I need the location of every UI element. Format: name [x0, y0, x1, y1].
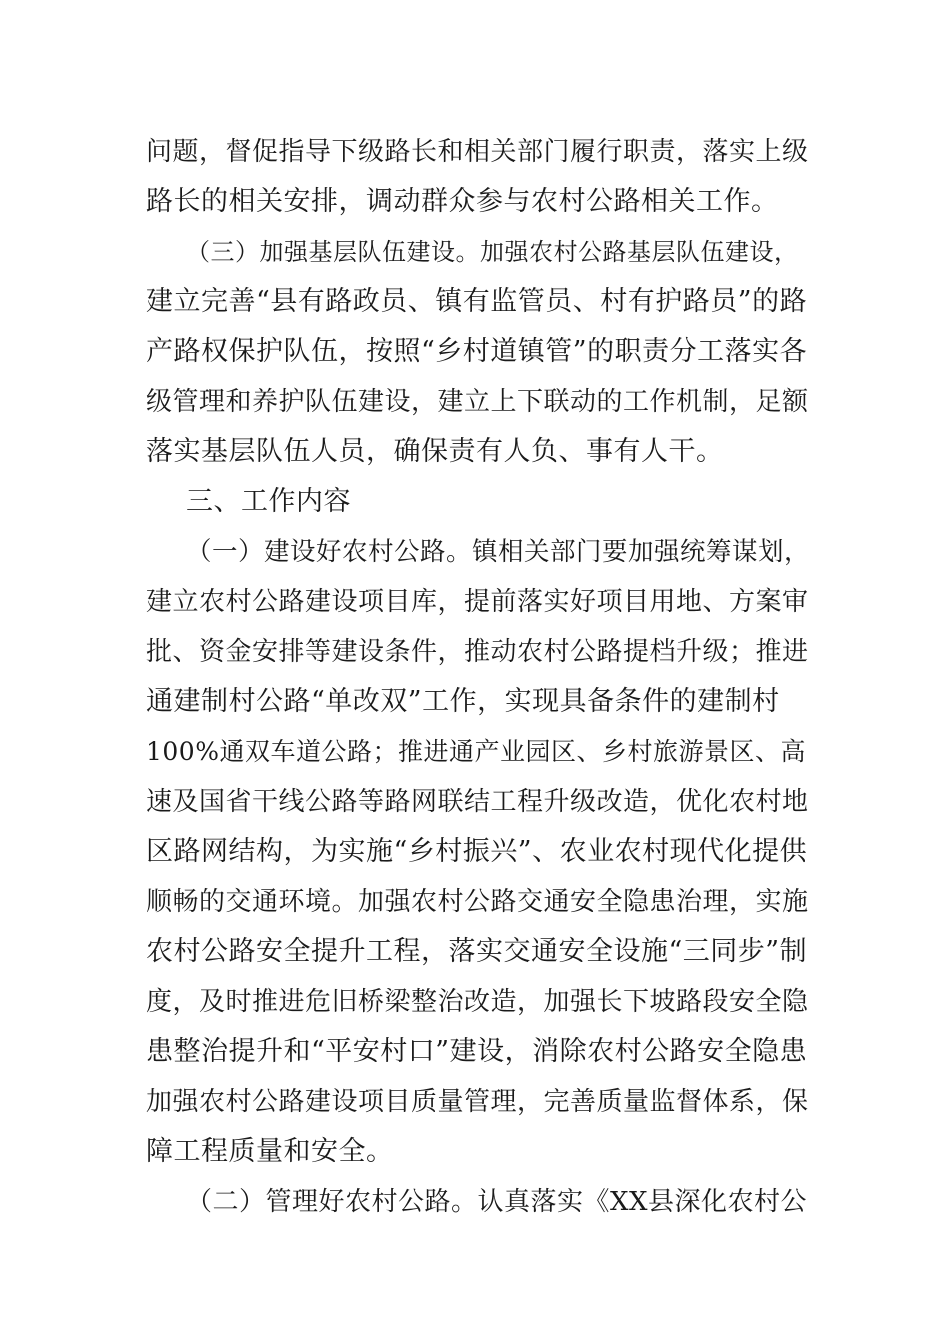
paragraph-line: 产路权保护队伍，按照“乡村道镇管”的职责分工落实各 [146, 336, 808, 367]
paragraph-line: （二）管理好农村公路。认真落实《XX县深化农村公 [186, 1187, 808, 1217]
paragraph-line: 级管理和养护队伍建设，建立上下联动的工作机制，足额 [146, 387, 809, 417]
paragraph-line: 落实基层队伍人员，确保责有人负、事有人干。 [146, 436, 724, 467]
paragraph-line: 顺畅的交通环境。加强农村公路交通安全隐患治理，实施 [146, 887, 809, 917]
paragraph-line: （三）加强基层队伍建设。加强农村公路基层队伍建设， [186, 238, 799, 266]
paragraph-line: 速及国省干线公路等路网联结工程升级改造，优化农村地 [146, 787, 809, 817]
paragraph-line: 建立农村公路建设项目库，提前落实好项目用地、方案审 [146, 587, 809, 617]
paragraph-line: 障工程质量和安全。 [146, 1136, 394, 1167]
paragraph-line: 加强农村公路建设项目质量管理，完善质量监督体系，保 [146, 1087, 809, 1117]
paragraph-line: 通建制村公路“单改双”工作，实现具备条件的建制村 [146, 686, 780, 717]
paragraph-line: 100%通双车道公路；推进通产业园区、乡村旅游景区、高 [146, 737, 806, 766]
paragraph-line: 农村公路安全提升工程，落实交通安全设施“三同步”制 [146, 936, 808, 967]
paragraph-line: 批、资金安排等建设条件，推动农村公路提档升级；推进 [146, 637, 809, 667]
paragraph-line: 度，及时推进危旧桥梁整治改造，加强长下坡路段安全隐 [146, 987, 809, 1017]
paragraph-line: （一）建设好农村公路。镇相关部门要加强统筹谋划， [186, 537, 811, 567]
section-heading: 三、工作内容 [186, 486, 351, 517]
paragraph-line: 患整治提升和“平安村口”建设，消除农村公路安全隐患 [146, 1036, 808, 1067]
paragraph-line: 区路网结构，为实施“乡村振兴”、农业农村现代化提供 [146, 836, 808, 867]
paragraph-line: 问题，督促指导下级路长和相关部门履行职责，落实上级 [146, 137, 809, 167]
paragraph-line: 建立完善“县有路政员、镇有监管员、村有护路员”的路 [146, 286, 808, 317]
paragraph-line: 路长的相关安排，调动群众参与农村公路相关工作。 [146, 186, 779, 217]
